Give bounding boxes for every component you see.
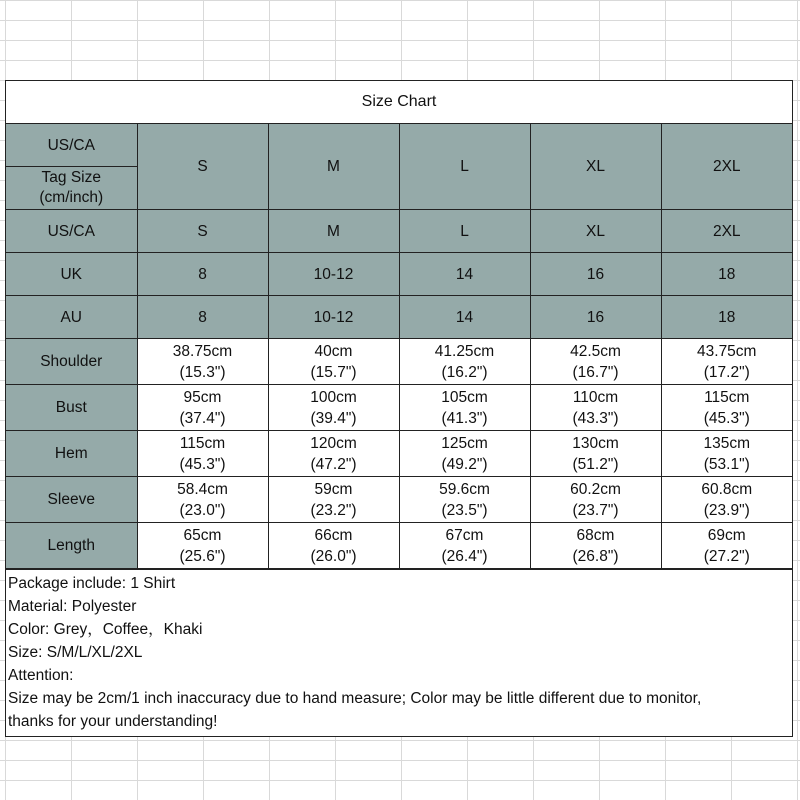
header-size-2xl: 2XL: [661, 124, 792, 210]
size-row-uk: [6, 253, 792, 296]
inch-value: (43.3"): [572, 409, 619, 427]
package-note: Package include: 1 Shirt: [8, 575, 176, 592]
row-label: Sleeve: [6, 477, 137, 523]
inch-value: (15.7"): [310, 363, 357, 381]
table-cell: [399, 431, 530, 477]
header-size-s: S: [137, 124, 268, 210]
table-cell: 14: [399, 253, 530, 296]
table-cell: M: [268, 210, 399, 253]
table-cell: [137, 385, 268, 431]
header-size-m: M: [268, 124, 399, 210]
cm-value: 42.5cm: [570, 342, 621, 360]
header-row-top: [6, 124, 792, 167]
table-cell: [268, 431, 399, 477]
inch-value: (45.3"): [179, 455, 226, 473]
cm-value: 41.25cm: [434, 342, 495, 360]
measure-row-bust: [6, 385, 792, 431]
table-cell: XL: [530, 210, 661, 253]
inch-value: (37.4"): [179, 409, 226, 427]
cm-value: 40cm: [314, 342, 353, 360]
table-cell: [268, 523, 399, 569]
cm-value: 120cm: [310, 434, 357, 452]
inch-value: (25.6"): [179, 547, 226, 565]
size-row-au: [6, 296, 792, 339]
table-cell: [661, 523, 792, 569]
size-row-us-ca: [6, 210, 792, 253]
table-cell: 10-12: [268, 253, 399, 296]
inch-value: (26.8"): [572, 547, 619, 565]
table-cell: [530, 339, 661, 385]
cm-value: 59.6cm: [439, 480, 490, 498]
table-cell: [399, 477, 530, 523]
cm-value: 67cm: [445, 526, 484, 544]
size-note: Size: S/M/L/XL/2XL: [8, 644, 143, 661]
table-cell: [530, 431, 661, 477]
cm-value: 66cm: [314, 526, 353, 544]
inch-value: (16.2"): [441, 363, 488, 381]
inch-value: (17.2"): [703, 363, 750, 381]
cm-value: 59cm: [314, 480, 353, 498]
inch-value: (53.1"): [703, 455, 750, 473]
inch-value: (51.2"): [572, 455, 619, 473]
table-cell: [399, 339, 530, 385]
table-cell: [268, 477, 399, 523]
table-cell: [137, 339, 268, 385]
table-cell: [661, 431, 792, 477]
inch-value: (23.2"): [310, 501, 357, 519]
table-cell: 10-12: [268, 296, 399, 339]
header-size-l: L: [399, 124, 530, 210]
inch-value: (26.4"): [441, 547, 488, 565]
tag-size-label: Tag Size: [41, 169, 101, 186]
notes-block: [6, 569, 792, 736]
table-cell: 16: [530, 296, 661, 339]
header-size-xl: XL: [530, 124, 661, 210]
attention-text-line2: thanks for your understanding!: [8, 713, 218, 730]
attention-heading: Attention:: [8, 667, 74, 684]
row-label: Length: [6, 523, 137, 569]
attention-text-line1: Size may be 2cm/1 inch inaccuracy due to hand measure; Color may be little different due to monitor,: [8, 690, 702, 707]
inch-value: (39.4"): [310, 409, 357, 427]
cm-value: 135cm: [703, 434, 751, 452]
cm-value: 125cm: [441, 434, 488, 452]
table-cell: [137, 477, 268, 523]
table-cell: [137, 523, 268, 569]
cm-value: 69cm: [707, 526, 746, 544]
cm-value: 115cm: [704, 388, 750, 406]
table-cell: S: [137, 210, 268, 253]
table-cell: [661, 385, 792, 431]
inch-value: (49.2"): [441, 455, 488, 473]
inch-value: (23.7"): [572, 501, 619, 519]
measure-row-hem: [6, 431, 792, 477]
cm-value: 43.75cm: [697, 342, 757, 360]
table-cell: 8: [137, 253, 268, 296]
table-cell: 18: [661, 296, 792, 339]
table-cell: [268, 339, 399, 385]
cm-value: 95cm: [183, 388, 222, 406]
measure-row-shoulder: [6, 339, 792, 385]
table-cell: 18: [661, 253, 792, 296]
inch-value: (23.0"): [179, 501, 226, 519]
table-cell: 16: [530, 253, 661, 296]
table-cell: L: [399, 210, 530, 253]
inch-value: (23.9"): [703, 501, 750, 519]
row-label: AU: [6, 296, 137, 339]
table-cell: [530, 523, 661, 569]
cm-value: 130cm: [572, 434, 619, 452]
cm-value: 60.2cm: [570, 480, 621, 498]
inch-value: (47.2"): [310, 455, 357, 473]
cm-value: 38.75cm: [172, 342, 233, 360]
inch-value: (27.2"): [703, 547, 750, 565]
color-note: Color: Grey，Coffee，Khaki: [8, 621, 203, 638]
header-us-ca: US/CA: [6, 124, 137, 167]
inch-value: (16.7"): [572, 363, 619, 381]
cm-value: 65cm: [183, 526, 222, 544]
table-cell: 8: [137, 296, 268, 339]
row-label: Shoulder: [6, 339, 137, 385]
size-chart-sheet: [5, 80, 793, 737]
table-cell: [661, 339, 792, 385]
table-cell: 2XL: [661, 210, 792, 253]
cm-value: 115cm: [179, 434, 226, 452]
row-label: Bust: [6, 385, 137, 431]
table-cell: 14: [399, 296, 530, 339]
cm-value: 110cm: [572, 388, 619, 406]
row-label: UK: [6, 253, 137, 296]
row-label: US/CA: [6, 210, 137, 253]
measure-row-sleeve: [6, 477, 792, 523]
row-label: Hem: [6, 431, 137, 477]
table-cell: [137, 431, 268, 477]
measure-row-length: [6, 523, 792, 569]
table-cell: [661, 477, 792, 523]
inch-value: (23.5"): [441, 501, 488, 519]
cm-value: 68cm: [576, 526, 615, 544]
cm-value: 105cm: [441, 388, 488, 406]
header-tag-size: [6, 167, 137, 210]
cm-value: 100cm: [310, 388, 357, 406]
table-cell: [399, 385, 530, 431]
chart-title: Size Chart: [6, 81, 792, 124]
inch-value: (26.0"): [310, 547, 357, 565]
table-cell: [530, 477, 661, 523]
inch-value: (15.3"): [179, 363, 226, 381]
inch-value: (45.3"): [703, 409, 750, 427]
inch-value: (41.3"): [441, 409, 488, 427]
table-cell: [399, 523, 530, 569]
units-label: (cm/inch): [39, 189, 104, 206]
cm-value: 58.4cm: [177, 480, 228, 498]
material-note: Material: Polyester: [8, 598, 137, 615]
size-table: [6, 124, 792, 569]
cm-value: 60.8cm: [701, 480, 753, 498]
table-cell: [530, 385, 661, 431]
table-cell: [268, 385, 399, 431]
